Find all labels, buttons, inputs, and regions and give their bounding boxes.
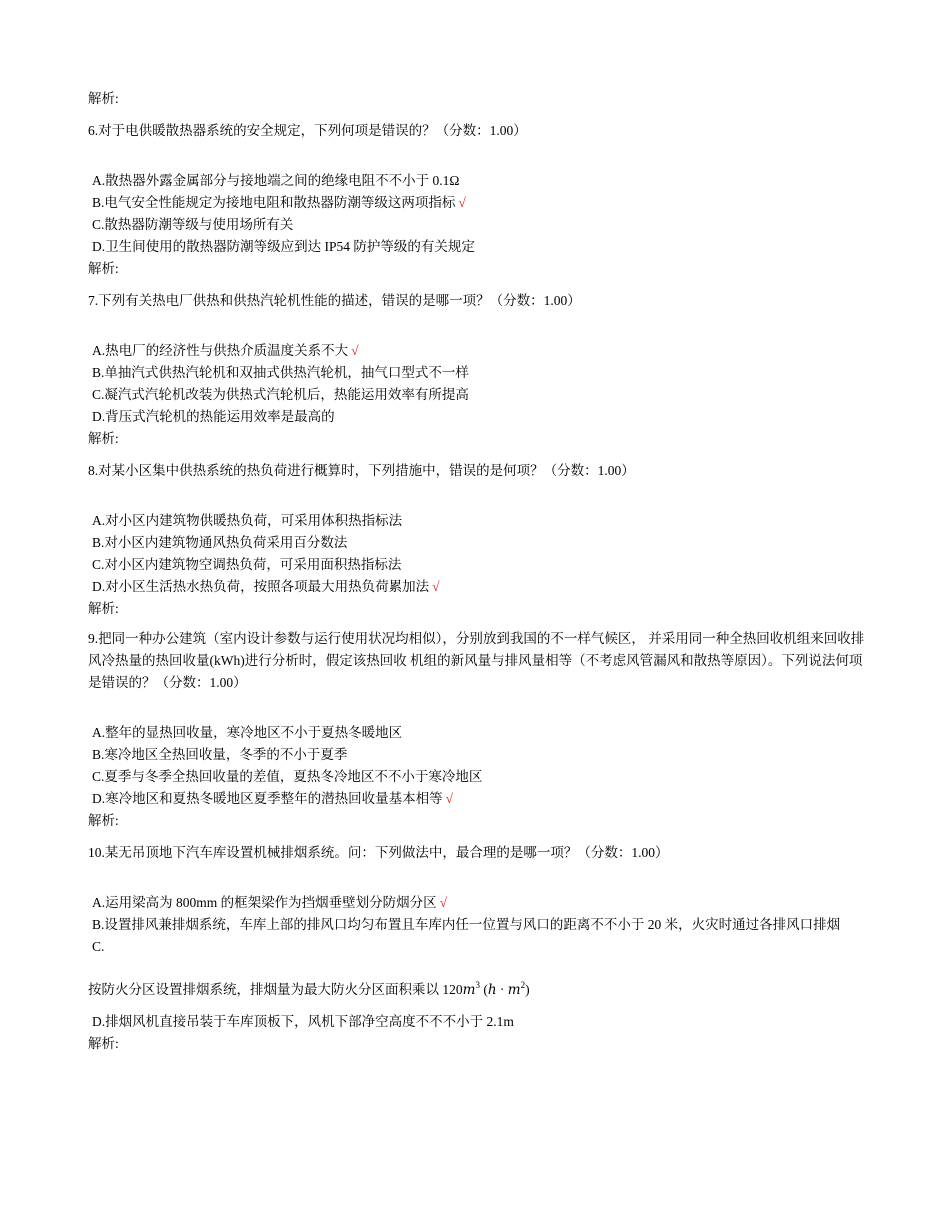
q7-option-c: C.凝汽式汽轮机改装为供热式汽轮机后，热能运用效率有所提高 — [92, 387, 469, 402]
q10-option-a: A.运用梁高为 800mm 的框架梁作为挡烟垂壁划分防烟分区 √ — [92, 895, 448, 910]
q10-option-b: B.设置排风兼排烟系统，车库上部的排风口均匀布置且车库内任一位置与风口的距离不不小于 20 米，火灾时通过各排风口排烟 — [92, 917, 841, 932]
analysis-label: 解析: — [88, 431, 119, 446]
question-6-text: 6.对于电供暖散热器系统的安全规定，下列何项是错误的？（分数：1.00） — [88, 123, 527, 138]
q8-option-c: C.对小区内建筑物空调热负荷，可采用面积热指标法 — [92, 557, 402, 572]
question-9-text: 9.把同一种办公建筑（室内设计参数与运行使用状况均相似），分别放到我国的不一样气候区， 并采用同一种全热回收机组来回收排风冷热量的热回收量(kWh)进行分析时，假定该热回收 机组的新风量与排风量相等（不考虑风管漏风和散热等原因）。下列说法何项是错误的？（分数：1.00） — [88, 631, 865, 690]
analysis-label: 解析: — [88, 261, 119, 276]
q9-option-c: C.夏季与冬季全热回收量的差值，夏热冬冷地区不不小于寒冷地区 — [92, 769, 483, 784]
q9-option-a: A.整年的显热回收量，寒冷地区不小于夏热冬暖地区 — [92, 725, 403, 740]
q9-option-b: B.寒冷地区全热回收量，冬季的不小于夏季 — [92, 747, 348, 762]
q10-option-d: D.排烟风机直接吊装于车库顶板下，风机下部净空高度不不不小于 2.1m — [92, 1014, 514, 1029]
q6-option-b: B.电气安全性能规定为接地电阻和散热器防潮等级这两项指标 √ — [92, 195, 466, 210]
question-8-text: 8.对某小区集中供热系统的热负荷进行概算时，下列措施中，错误的是何项？（分数：1.00） — [88, 463, 635, 478]
q7-option-a: A.热电厂的经济性与供热介质温度关系不大 √ — [92, 343, 359, 358]
q8-option-d: D.对小区生活热水热负荷，按照各项最大用热负荷累加法 √ — [92, 579, 440, 594]
q7-option-b: B.单抽汽式供热汽轮机和双抽式供热汽轮机，抽气口型式不一样 — [92, 365, 469, 380]
q7-option-d: D.背压式汽轮机的热能运用效率是最高的 — [92, 409, 335, 424]
analysis-label: 解析: — [88, 813, 119, 828]
correct-check-icon: √ — [351, 343, 359, 358]
q6-option-c: C.散热器防潮等级与使用场所有关 — [92, 217, 294, 232]
correct-check-icon: √ — [432, 579, 440, 594]
correct-check-icon: √ — [439, 895, 448, 910]
exam-page — [88, 88, 868, 1055]
q6-option-a: A.散热器外露金属部分与接地端之间的绝缘电阻不不小于 0.1Ω — [92, 173, 460, 188]
q9-option-d: D.寒冷地区和夏热冬暖地区夏季整年的潜热回收量基本相等 √ — [92, 791, 454, 806]
q8-option-b: B.对小区内建筑物通风热负荷采用百分数法 — [92, 535, 348, 550]
correct-check-icon: √ — [458, 195, 466, 210]
analysis-label: 解析: — [88, 601, 119, 616]
q6-option-d: D.卫生间使用的散热器防潮等级应到达 IP54 防护等级的有关规定 — [92, 239, 475, 254]
q8-option-a: A.对小区内建筑物供暖热负荷，可采用体积热指标法 — [92, 513, 403, 528]
question-10-text: 10.某无吊顶地下汽车库设置机械排烟系统。问：下列做法中，最合理的是哪一项？（分数：1.00） — [88, 845, 669, 860]
q10-option-c: C. — [92, 939, 105, 954]
analysis-label: 解析: — [88, 1036, 119, 1051]
question-7-text: 7.下列有关热电厂供热和供热汽轮机性能的描述，错误的是哪一项？（分数：1.00） — [88, 293, 581, 308]
q10-option-c-detail: 按防火分区设置排烟系统，排烟量为最大防火分区面积乘以 $120m^3$ $(h \cdot m^2)$ — [88, 980, 530, 998]
correct-check-icon: √ — [445, 791, 454, 806]
analysis-label: 解析: — [88, 91, 119, 106]
